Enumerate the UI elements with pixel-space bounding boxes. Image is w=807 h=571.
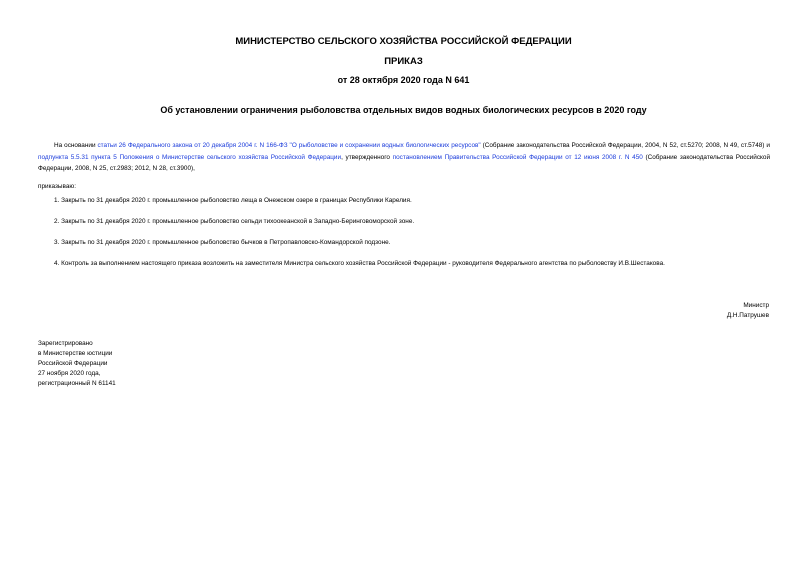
- document-type: ПРИКАЗ: [384, 56, 423, 67]
- order-item: 2. Закрыть по 31 декабря 2020 г. промышленное рыболовство сельди тихоокеанской в Западно-Беринговоморской зоне.: [54, 218, 415, 225]
- resolution-link[interactable]: постановлением Правительства Российской Федерации от 12 июня 2008 г. N 450: [392, 153, 643, 161]
- basis-text-2: (Собрание законодательства Российской Федерации, 2004, N 52, ст.5270; 2008, N 49, ст.5748) и: [480, 142, 770, 149]
- order-item: 1. Закрыть по 31 декабря 2020 г. промышленное рыболовство леща в Онежском озере в границах Республики Карелия.: [54, 197, 412, 204]
- order-item: 3. Закрыть по 31 декабря 2020 г. промышленное рыболовство бычков в Петропавловско-Командорской подзоне.: [54, 239, 391, 246]
- basis-text-1: На основании: [54, 142, 98, 149]
- order-title: Об установлении ограничения рыболовства отдельных видов водных биологических ресурсов в 2020 году: [160, 105, 647, 115]
- registration-block: [38, 339, 116, 389]
- registration-line: Зарегистрировано: [38, 340, 93, 347]
- registration-line: 27 ноября 2020 года,: [38, 370, 101, 377]
- registration-line: в Министерстве юстиции: [38, 350, 113, 357]
- registration-line: регистрационный N 61141: [38, 380, 116, 387]
- basis-text-3: , утвержденного: [341, 153, 393, 161]
- order-item: 4. Контроль за выполнением настоящего приказа возложить на заместителя Министра сельского хозяйства Российской Федерации - руководителя Федерального агентства по рыболовству И.В.Шестакова.: [54, 260, 665, 267]
- basis-text-4: (Собрание законодательства Российской Федерации, 2008, N 25, ст.2983; 2012, N 28, ст.3900),: [38, 153, 771, 172]
- regulation-link[interactable]: подпункта 5.5.31 пункта 5 Положения о Министерстве сельского хозяйства Российской Федерации: [38, 153, 342, 161]
- basis-paragraph: [38, 140, 770, 175]
- signer-name: Д.Н.Патрушев: [726, 312, 769, 319]
- ordering-clause: приказываю:: [38, 183, 76, 190]
- registration-line: Российской Федерации: [38, 360, 108, 367]
- law-link[interactable]: статьи 26 Федерального закона от 20 декабря 2004 г. N 166-ФЗ "О рыболовстве и сохранении водных биологических ресурсов": [97, 142, 481, 149]
- ministry-heading: МИНИСТЕРСТВО СЕЛЬСКОГО ХОЗЯЙСТВА РОССИЙСКОЙ ФЕДЕРАЦИИ: [235, 36, 572, 47]
- order-date: от 28 октября 2020 года N 641: [337, 75, 470, 85]
- signer-position: Министр: [743, 302, 769, 309]
